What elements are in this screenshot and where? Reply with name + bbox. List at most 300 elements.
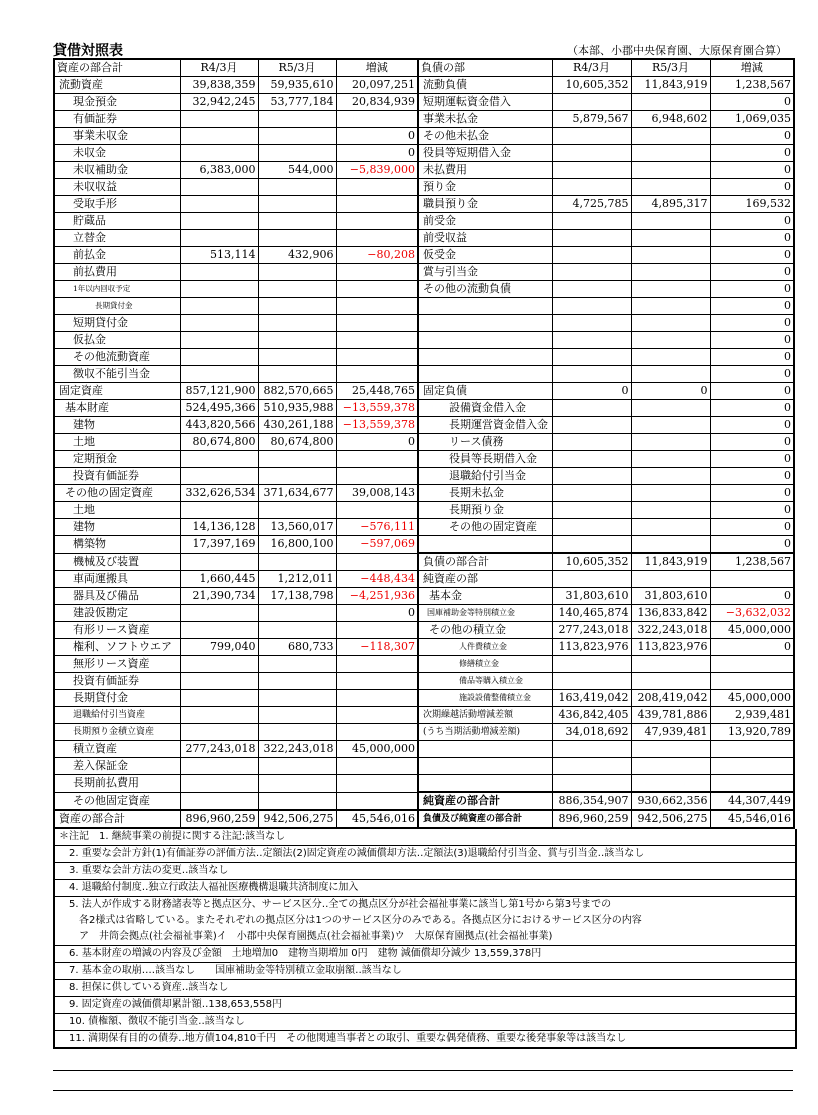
asset-label: 現金預金 [54,94,180,111]
trailing-rule [53,1090,793,1091]
value-change [336,264,418,281]
note-line: 6. 基本財産の増減の内容及び金額 土地増加0 建物当期増加 0円 建物 減価償却分減少 13,559,378円 [55,946,795,963]
value-r4 [552,571,631,588]
liability-label: 施設設備整備積立金 [418,690,552,707]
liability-label [418,366,552,383]
value-change: −13,559,378 [336,417,418,434]
value-change: 0 [710,639,794,656]
value-r4 [180,724,258,741]
value-r4: 896,960,259 [552,810,631,828]
value-change: −448,434 [336,571,418,588]
value-r5 [258,315,336,332]
asset-label: 長期貸付金 [54,690,180,707]
value-r4: 857,121,900 [180,383,258,400]
value-r5 [258,451,336,468]
value-r4: 39,838,359 [180,77,258,94]
value-r4 [180,690,258,707]
value-change [336,622,418,639]
value-r4: 799,040 [180,639,258,656]
value-change [336,315,418,332]
liability-label [418,298,552,315]
table-row [54,349,794,366]
value-r4 [180,673,258,690]
value-r4 [180,468,258,485]
table-row [54,383,794,400]
liability-label: 純資産の部合計 [418,792,552,810]
value-change [336,690,418,707]
value-change: 0 [710,349,794,366]
value-change [710,758,794,775]
table-row [54,196,794,213]
liability-label [418,315,552,332]
value-change [336,451,418,468]
value-change [336,349,418,366]
value-r5 [258,128,336,145]
asset-label: 権利、ソフトウエア [54,639,180,656]
value-r4 [552,332,631,349]
value-r5 [631,656,710,673]
table-row [54,94,794,111]
value-r4 [552,315,631,332]
value-r5 [631,502,710,519]
value-r4: 277,243,018 [552,622,631,639]
value-r5 [631,485,710,502]
value-change: 0 [710,519,794,536]
table-row [54,519,794,536]
table-row [54,315,794,332]
value-change [336,366,418,383]
value-r4 [552,519,631,536]
liability-label: 預り金 [418,179,552,196]
table-row [54,264,794,281]
table-row [54,298,794,315]
value-r5 [631,128,710,145]
liability-label: 長期未払金 [418,485,552,502]
value-r5 [631,264,710,281]
value-r4: 14,136,128 [180,519,258,536]
value-r5: 882,570,665 [258,383,336,400]
liability-label: 前受収益 [418,230,552,247]
value-change [336,111,418,128]
value-r5 [258,707,336,724]
value-r4: 10,605,352 [552,553,631,571]
value-r4 [552,162,631,179]
value-r5 [631,332,710,349]
value-change: 0 [710,383,794,400]
value-r5 [258,111,336,128]
value-r5 [258,758,336,775]
value-change [336,758,418,775]
table-row [54,77,794,94]
value-r5: 17,138,798 [258,588,336,605]
liability-label: 仮受金 [418,247,552,264]
table-row [54,656,794,673]
value-r5: 11,843,919 [631,553,710,571]
page-title: 貸借対照表 [53,43,123,59]
asset-label: 構築物 [54,536,180,554]
value-r5: 942,506,275 [258,810,336,828]
value-r5 [258,179,336,196]
table-row [54,332,794,349]
value-r5 [631,179,710,196]
col-header-r4: R4/3月 [552,59,631,77]
value-change: 0 [710,315,794,332]
liability-label: リース債務 [418,434,552,451]
value-change: 0 [710,281,794,298]
value-r4 [180,707,258,724]
value-r5 [631,536,710,554]
value-r5: 439,781,886 [631,707,710,724]
liability-label: その他未払金 [418,128,552,145]
trailing-rule [53,1070,793,1071]
value-r4 [552,247,631,264]
value-change: 0 [710,213,794,230]
note-line: 5. 法人が作成する財務諸表等と拠点区分、サービス区分‥全ての拠点区分が社会福祉事業に該当し第1号から第3号までの [59,899,612,910]
table-row [54,571,794,588]
value-r4 [552,468,631,485]
col-header-change: 増減 [336,59,418,77]
value-r5 [631,468,710,485]
table-row [54,281,794,298]
asset-label: 有形リース資産 [54,622,180,639]
value-r5: 510,935,988 [258,400,336,417]
value-change: −576,111 [336,519,418,536]
value-r4 [552,656,631,673]
value-r5 [258,145,336,162]
value-change [710,741,794,758]
value-r4 [552,741,631,758]
value-change: 39,008,143 [336,485,418,502]
table-row [54,707,794,724]
value-change: −3,632,032 [710,605,794,622]
liability-label: 職員預り金 [418,196,552,213]
value-change [336,553,418,571]
value-r5: 544,000 [258,162,336,179]
value-change: −597,069 [336,536,418,554]
value-r4 [180,792,258,810]
liability-label: 前受金 [418,213,552,230]
table-row [54,179,794,196]
value-r4: 524,495,366 [180,400,258,417]
value-r4 [180,281,258,298]
table-row [54,792,794,810]
value-r4 [180,264,258,281]
asset-label: 長期貸付金 [54,298,180,315]
table-row [54,485,794,502]
note-line: ＊注記 1. 継続事業の前提に関する注記:該当なし [55,829,795,846]
table-row [54,622,794,639]
col-header-r5: R5/3月 [631,59,710,77]
value-r5: 322,243,018 [258,741,336,758]
note-line: 3. 重要な会計方法の変更‥該当なし [55,863,795,880]
asset-label: 仮払金 [54,332,180,349]
liability-label: 長期預り金 [418,502,552,519]
value-change [336,673,418,690]
table-row [54,775,794,793]
value-r4 [180,315,258,332]
liability-label: 事業未払金 [418,111,552,128]
value-r5 [258,553,336,571]
value-change [336,230,418,247]
value-change: 20,097,251 [336,77,418,94]
value-change [336,502,418,519]
value-r5 [631,213,710,230]
value-r5 [258,656,336,673]
asset-label: 投資有価証券 [54,468,180,485]
value-r5 [631,673,710,690]
value-r4 [552,400,631,417]
liability-label [418,332,552,349]
table-row [54,451,794,468]
value-r5 [631,775,710,793]
asset-label: 固定資産 [54,383,180,400]
value-r5: 6,948,602 [631,111,710,128]
value-r5: 208,419,042 [631,690,710,707]
asset-label: 基本財産 [54,400,180,417]
value-r4 [180,196,258,213]
value-r4 [180,451,258,468]
liability-label: 備品等購入積立金 [418,673,552,690]
value-r4: 443,820,566 [180,417,258,434]
value-r5 [258,792,336,810]
value-r5 [258,502,336,519]
asset-label: 未収金 [54,145,180,162]
value-r5 [631,349,710,366]
asset-label: 未収補助金 [54,162,180,179]
asset-label: 投資有価証券 [54,673,180,690]
liability-label: 設備資金借入金 [418,400,552,417]
value-r4 [552,536,631,554]
value-r5: 11,843,919 [631,77,710,94]
value-change: 0 [710,128,794,145]
asset-label: その他の固定資産 [54,485,180,502]
value-r5 [258,213,336,230]
table-row [54,536,794,554]
table-row [54,690,794,707]
value-r5 [258,264,336,281]
value-r4 [552,230,631,247]
liability-label: 修繕積立金 [418,656,552,673]
table-row [54,502,794,519]
liability-label: 未払費用 [418,162,552,179]
value-r4: 4,725,785 [552,196,631,213]
value-r4: 34,018,692 [552,724,631,741]
value-r4 [180,332,258,349]
value-r5: 430,261,188 [258,417,336,434]
value-r4 [552,434,631,451]
asset-label: 建物 [54,519,180,536]
value-change [336,196,418,213]
table-row [54,400,794,417]
value-r4 [180,179,258,196]
asset-label: 退職給付引当資産 [54,707,180,724]
value-r4 [180,128,258,145]
table-row [54,366,794,383]
note-line: 9. 固定資産の減価償却累計額‥138,653,558円 [55,997,795,1014]
balance-sheet-body [54,59,794,828]
table-row [54,639,794,656]
value-change: 2,939,481 [710,707,794,724]
liability-label: 負債及び純資産の部合計 [418,810,552,828]
col-header-change: 増減 [710,59,794,77]
asset-label: 車両運搬具 [54,571,180,588]
value-change [336,179,418,196]
asset-label: 長期預り金積立資産 [54,724,180,741]
value-r5 [631,451,710,468]
value-change: 0 [710,400,794,417]
value-r5 [258,605,336,622]
value-change: −4,251,936 [336,588,418,605]
value-r4 [552,264,631,281]
value-change: 44,307,449 [710,792,794,810]
value-r4 [552,502,631,519]
value-change: 13,920,789 [710,724,794,741]
value-r4 [180,758,258,775]
value-change [710,656,794,673]
value-change [336,213,418,230]
asset-label: 流動資産 [54,77,180,94]
value-r4 [552,673,631,690]
value-change [336,724,418,741]
value-r4: 277,243,018 [180,741,258,758]
value-r5: 942,506,275 [631,810,710,828]
value-change [336,775,418,793]
value-r5: 136,833,842 [631,605,710,622]
value-r5 [631,94,710,111]
value-r5 [631,417,710,434]
value-r5: 53,777,184 [258,94,336,111]
note-line: 4. 退職給付制度‥独立行政法人福祉医療機構退職共済制度に加入 [55,880,795,897]
asset-label: 前払費用 [54,264,180,281]
liability-label: 基本金 [418,588,552,605]
table-row [54,673,794,690]
value-change: 25,448,765 [336,383,418,400]
asset-label: その他流動資産 [54,349,180,366]
value-change: 0 [710,230,794,247]
asset-label: 器具及び備品 [54,588,180,605]
balance-sheet-table [53,58,795,829]
asset-label: 建設仮勘定 [54,605,180,622]
value-r4: 1,660,445 [180,571,258,588]
value-change: 0 [336,128,418,145]
value-r4: 896,960,259 [180,810,258,828]
liability-label [418,775,552,793]
asset-label: 差入保証金 [54,758,180,775]
value-r4: 6,383,000 [180,162,258,179]
value-change [336,707,418,724]
liability-label: 流動負債 [418,77,552,94]
value-r5 [631,758,710,775]
value-change: 0 [710,247,794,264]
value-r4: 5,879,567 [552,111,631,128]
value-change: 0 [710,451,794,468]
value-change: 0 [710,468,794,485]
value-r5 [258,690,336,707]
value-r4: 140,465,874 [552,605,631,622]
value-r5: 31,803,610 [631,588,710,605]
value-r5 [258,724,336,741]
value-change: 0 [710,536,794,554]
value-r4 [552,213,631,230]
liability-label: 純資産の部 [418,571,552,588]
table-row [54,758,794,775]
value-r4 [552,485,631,502]
value-change: −118,307 [336,639,418,656]
liabilities-header-label: 負債の部 [418,59,552,77]
value-r5: 930,662,356 [631,792,710,810]
value-r4: 886,354,907 [552,792,631,810]
liability-label: 短期運転資金借入 [418,94,552,111]
table-row [54,111,794,128]
value-r4 [552,775,631,793]
value-r5 [631,571,710,588]
value-r4 [180,349,258,366]
value-r4: 0 [552,383,631,400]
value-change [710,673,794,690]
value-r4: 17,397,169 [180,536,258,554]
value-r5: 0 [631,383,710,400]
liability-label [418,536,552,554]
value-r5 [631,434,710,451]
table-row [54,810,794,828]
asset-label: 長期前払費用 [54,775,180,793]
value-r5 [258,468,336,485]
value-r4 [180,622,258,639]
value-r5: 432,906 [258,247,336,264]
value-r5 [258,230,336,247]
value-r5 [258,281,336,298]
asset-label: 立替金 [54,230,180,247]
value-r5 [258,673,336,690]
value-r5: 113,823,976 [631,639,710,656]
table-row [54,230,794,247]
value-change: 0 [710,366,794,383]
liability-label: 退職給付引当金 [418,468,552,485]
asset-label: 事業未収金 [54,128,180,145]
value-change: 0 [710,145,794,162]
value-r4: 436,842,405 [552,707,631,724]
table-row [54,468,794,485]
asset-label: 定期預金 [54,451,180,468]
liability-label [418,758,552,775]
value-change: 0 [710,434,794,451]
table-row [54,605,794,622]
value-change: 0 [710,179,794,196]
assets-header-label: 資産の部合計 [54,59,180,77]
liability-label: 長期運営資金借入金 [418,417,552,434]
asset-label: 前払金 [54,247,180,264]
value-r5: 16,800,100 [258,536,336,554]
value-r4: 80,674,800 [180,434,258,451]
liability-label: 役員等長期借入金 [418,451,552,468]
value-change: 20,834,939 [336,94,418,111]
value-r4 [552,145,631,162]
value-change: 0 [336,434,418,451]
value-r4 [180,111,258,128]
value-r4 [552,94,631,111]
note-line: 10. 債権額、徴収不能引当金‥該当なし [55,1014,795,1031]
value-r4: 513,114 [180,247,258,264]
value-r5: 1,212,011 [258,571,336,588]
value-change: 45,000,000 [336,741,418,758]
asset-label: 1年以内回収予定 [54,281,180,298]
value-r4 [552,451,631,468]
table-row [54,553,794,571]
value-change [336,332,418,349]
value-change: 169,532 [710,196,794,213]
balance-sheet-page [53,40,793,1049]
value-change: 0 [336,605,418,622]
